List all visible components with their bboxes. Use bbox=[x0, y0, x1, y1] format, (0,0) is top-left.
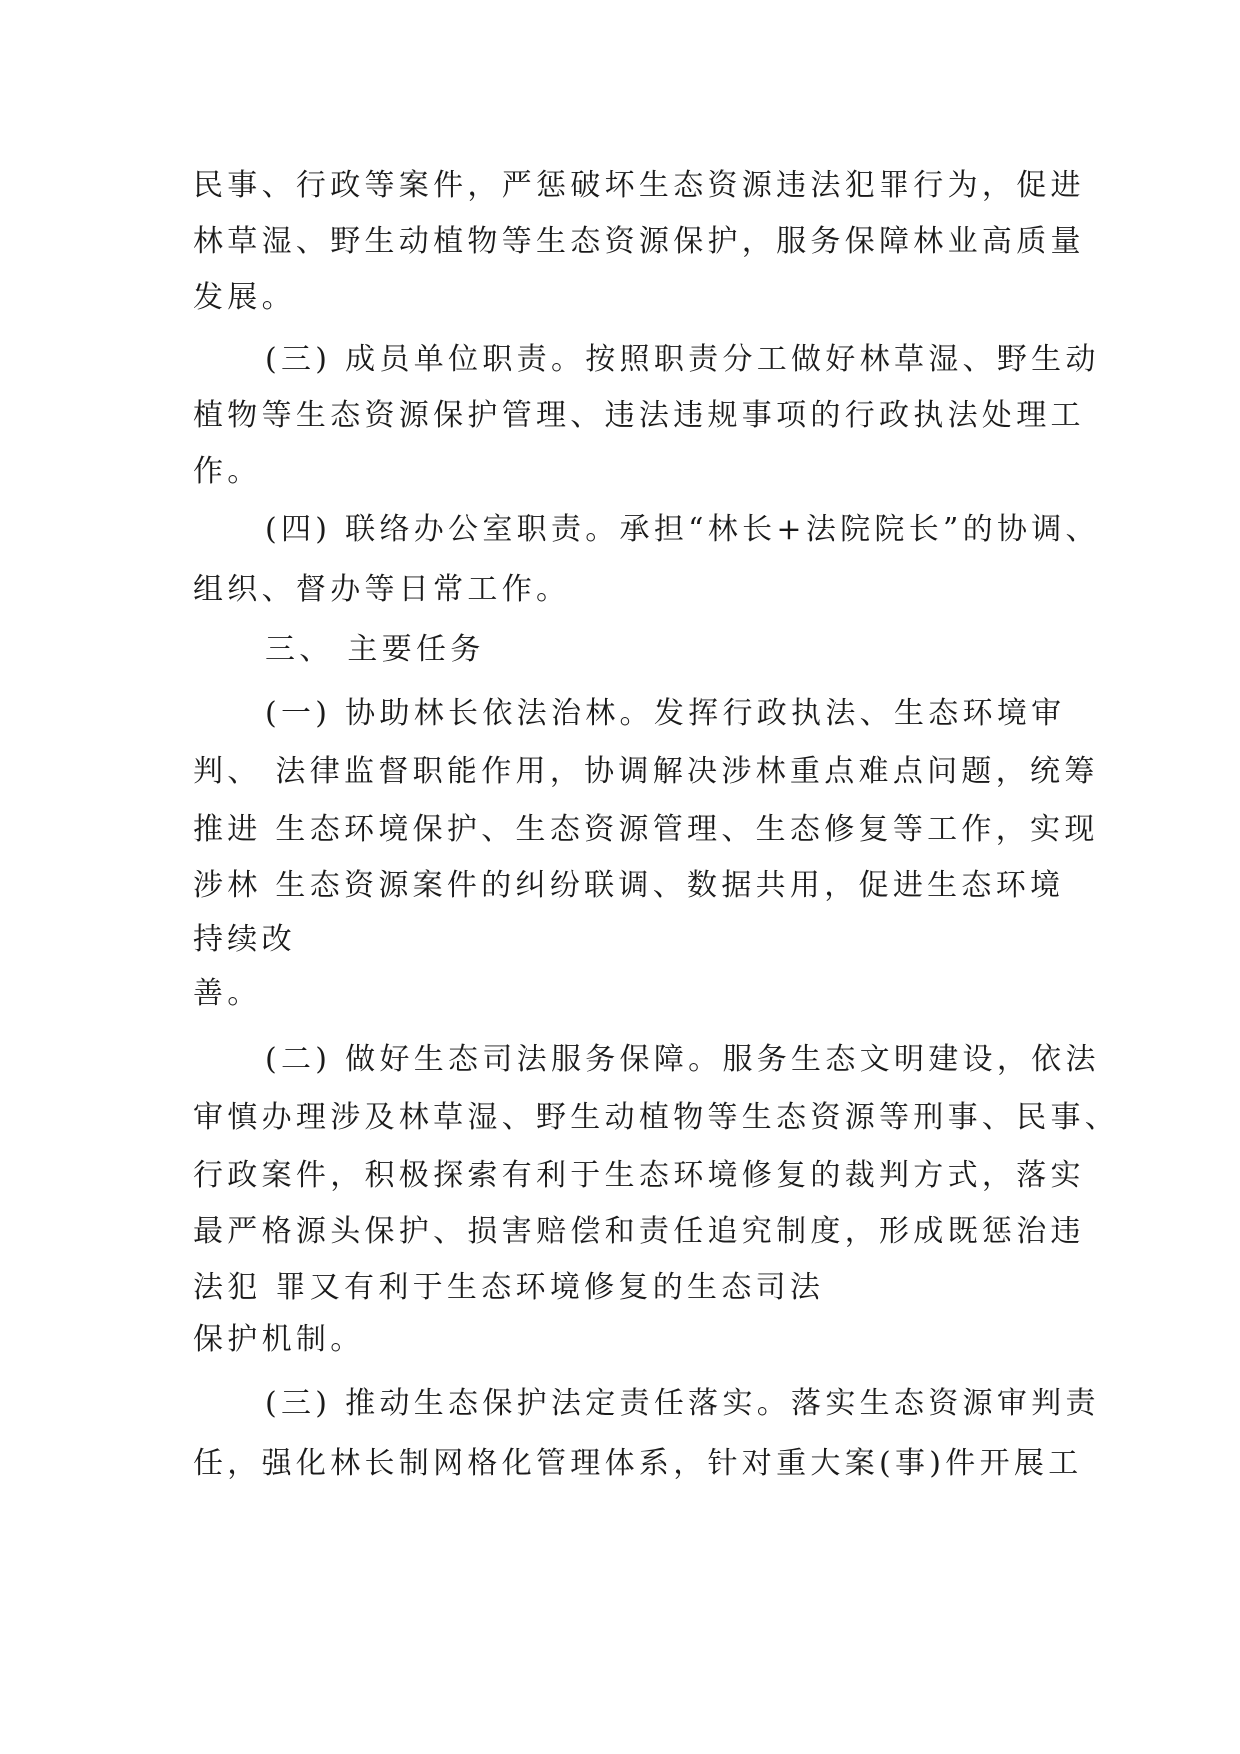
text-line: 保护机制。 bbox=[193, 1322, 365, 1357]
text-line: 行政案件，积极探索有利于生态环境修复的裁判方式，落实 bbox=[193, 1158, 1085, 1193]
section-heading: (四) 联络办公室职责。承担“林长+法院院长”的协调、 bbox=[265, 512, 1100, 547]
text-line: 任，强化林长制网格化管理体系，针对重大案(事)件开展工 bbox=[193, 1446, 1083, 1481]
section-heading: (二) 做好生态司法服务保障。服务生态文明建设，依法 bbox=[265, 1042, 1100, 1077]
text-line: 组织、督办等日常工作。 bbox=[193, 572, 571, 607]
text-line: 善。 bbox=[193, 976, 262, 1011]
text-line: 民事、行政等案件，严惩破坏生态资源违法犯罪行为，促进 bbox=[193, 168, 1085, 203]
text-line: 作。 bbox=[193, 454, 262, 489]
text-line: 林草湿、野生动植物等生态资源保护，服务保障林业高质量 bbox=[193, 224, 1085, 259]
section-heading: (三) 成员单位职责。按照职责分工做好林草湿、野生动 bbox=[265, 342, 1100, 377]
section-heading: (三) 推动生态保护法定责任落实。落实生态资源审判责 bbox=[265, 1386, 1100, 1421]
text-line: 持续改 bbox=[193, 922, 296, 957]
text-line: 植物等生态资源保护管理、违法违规事项的行政执法处理工 bbox=[193, 398, 1085, 433]
text-line: 推进 生态环境保护、生态资源管理、生态修复等工作，实现 bbox=[193, 812, 1099, 847]
text-line: 法犯 罪又有利于生态环境修复的生态司法 bbox=[193, 1270, 825, 1305]
text-line: 涉林 生态资源案件的纠纷联调、数据共用，促进生态环境 bbox=[193, 868, 1065, 903]
section-heading: (一) 协助林长依法治林。发挥行政执法、生态环境审 bbox=[265, 696, 1066, 731]
text-line: 发展。 bbox=[193, 280, 296, 315]
text-line: 判、 法律监督职能作用，协调解决涉林重点难点问题，统筹 bbox=[193, 754, 1099, 789]
text-line: 审慎办理涉及林草湿、野生动植物等生态资源等刑事、民事、 bbox=[193, 1100, 1120, 1135]
text-line: 最严格源头保护、损害赔偿和责任追究制度，形成既惩治违 bbox=[193, 1214, 1085, 1249]
chapter-heading: 三、 主要任务 bbox=[265, 632, 485, 667]
